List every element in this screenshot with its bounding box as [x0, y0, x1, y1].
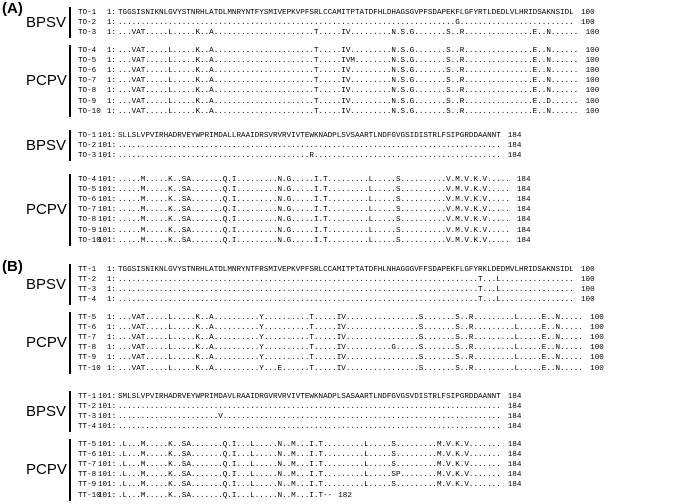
sequence-end-position: 100	[585, 47, 600, 55]
sequence-end-position: 184	[516, 216, 531, 225]
group-label: BPSV	[26, 137, 67, 155]
sequence-name: TT-5	[78, 314, 97, 322]
sequence-start-position: 1:	[106, 266, 116, 274]
sequence-end-position: 184	[507, 403, 522, 412]
sequence-row	[78, 151, 678, 161]
sequence-start-position: 101:	[98, 226, 117, 235]
sequence-name: TT-6	[78, 324, 97, 333]
sequence-name: TO-8	[78, 87, 97, 96]
sequence-row	[78, 392, 678, 402]
sequence-name: TT-3	[78, 413, 97, 422]
sequence-residues: ....................................................................................	[118, 142, 501, 151]
sequence-residues: .L...M.....K..SA.......Q.I...L.....N..M...I.T.........L.....SP........M.V.K.V.......	[118, 471, 501, 480]
sequence-row	[78, 364, 678, 374]
sequence-start-position: 1:	[106, 286, 116, 295]
panel-label: (A)	[2, 0, 23, 17]
panel-label: (B)	[2, 258, 23, 275]
sequence-end-position: 100	[581, 296, 595, 305]
sequence-residues: SMLSLVPVIRHADRVEYWPRIMDAVLRAAIDRGVRVRVIVTEWKNADPLSASAARTLNDFGVGSVDISTRLFSIPGRDDAANNT	[118, 393, 501, 401]
sequence-row	[78, 323, 678, 333]
sequence-row	[78, 205, 678, 215]
group-bracket	[69, 391, 71, 432]
sequence-name: TO-6	[78, 196, 97, 205]
sequence-residues: ...VAT.....L.....K..A..........Y..........T.....IV................S.......S..R.........L.....E..N.....	[118, 314, 583, 322]
sequence-start-position: 1:	[106, 97, 116, 106]
sequence-start-position: 101:	[98, 186, 117, 195]
sequence-name: TT-5	[78, 441, 97, 449]
sequence-name: TT-4	[78, 423, 97, 432]
sequence-start-position: 101:	[98, 196, 117, 205]
sequence-end-position: 100	[585, 97, 600, 106]
sequence-name: TO-2	[78, 142, 97, 151]
sequence-start-position: 101:	[98, 216, 117, 225]
sequence-residues: ...VAT.....L.....K..A..........Y..........T.....IV..........G.....S.......S..R.........L.....E..N.....	[118, 344, 583, 353]
sequence-residues: .L...M.....K..SA.......Q.I...L.....N..M...I.T.........L.....S.........M.V.K.V.......	[118, 451, 501, 460]
sequence-name: TO-7	[78, 206, 97, 215]
sequence-residues: ...VAT.....L.....K..A......................T.....IV.........N.S.G.......S..R...............E..N......	[118, 107, 579, 116]
sequence-end-position: 184	[507, 471, 522, 480]
sequence-end-position: 100	[585, 87, 600, 96]
sequence-end-position: 100	[590, 324, 604, 333]
sequence-row	[78, 491, 678, 501]
group-bracket	[69, 312, 71, 374]
sequence-end-position: 100	[585, 77, 600, 86]
sequence-start-position: 101:	[98, 451, 117, 460]
sequence-residues: .....M.....K..SA.......Q.I.........N.G.....I.T.........L.....S..........V.M.V.K.V.....	[118, 226, 510, 235]
sequence-row	[78, 175, 678, 185]
sequence-row	[78, 97, 678, 107]
sequence-row	[78, 295, 678, 305]
sequence-start-position: 101:	[98, 441, 117, 449]
sequence-name: TO-1	[78, 132, 97, 140]
sequence-residues: .....M.....K..SA.......Q.I.........N.G.....I.T.........L.....S..........V.M.V.K.V.....	[118, 176, 510, 184]
sequence-start-position: 1:	[106, 87, 116, 96]
sequence-row	[78, 440, 678, 450]
sequence-residues: ...VAT.....L.....K..A......................T.....IV.........N.S.G.......S..R...............E..N......	[118, 77, 579, 86]
sequence-residues: ...VAT.....L.....K..A..........Y..........T.....IV................S.......S..R.........L.....E..N.....	[118, 324, 583, 333]
sequence-start-position: 101:	[98, 142, 117, 151]
sequence-residues: ....................................................................................	[118, 403, 501, 412]
sequence-start-position: 1:	[106, 364, 116, 373]
sequence-residues: .L...M.....K..SA.......Q.I...L.....N..M...I.T--	[118, 491, 333, 500]
sequence-end-position: 100	[590, 344, 604, 353]
sequence-row	[78, 343, 678, 353]
sequence-name: TT-8	[78, 471, 97, 480]
sequence-residues: .....M.....K..SA.......Q.I.........N.G.....I.T.........L.....S..........V.M.V.K.V.....	[118, 196, 510, 205]
sequence-residues: ...VAT.....L.....K..A......................T.....IV.........N.S.G.......S..R...............E..D......	[118, 97, 579, 106]
sequence-name: TO-2	[78, 19, 97, 28]
sequence-start-position: 101:	[98, 132, 117, 140]
sequence-end-position: 184	[507, 152, 522, 161]
sequence-row	[78, 422, 678, 432]
sequence-end-position: 184	[507, 423, 522, 432]
sequence-name: TO-4	[78, 176, 97, 184]
sequence-name: TO-4	[78, 47, 97, 55]
sequence-start-position: 101:	[98, 461, 117, 470]
group-bracket	[69, 45, 71, 117]
sequence-name: TO-10	[78, 107, 101, 116]
sequence-name: TO-3	[78, 152, 97, 161]
sequence-residues: .L...M.....K..SA.......Q.I...L.....N..M...I.T.........L.....S.........M.V.K.V.......	[118, 481, 501, 490]
sequence-name: TO-5	[78, 186, 97, 195]
sequence-start-position: 1:	[106, 314, 116, 322]
sequence-start-position: 1:	[106, 67, 116, 76]
sequence-name: TO-3	[78, 29, 97, 38]
sequence-start-position: 101:	[98, 413, 117, 422]
sequence-end-position: 100	[581, 286, 595, 295]
sequence-end-position: 100	[581, 276, 595, 285]
sequence-row	[78, 195, 678, 205]
sequence-row	[78, 353, 678, 363]
sequence-residues: ......................V.............................................................	[118, 413, 501, 422]
sequence-name: TO-7	[78, 77, 97, 86]
sequence-name: TT-2	[78, 276, 97, 285]
sequence-name: TO-1	[78, 9, 97, 17]
sequence-residues: ..........................................R.........................................	[118, 152, 501, 161]
group-label: PCPV	[26, 461, 67, 479]
sequence-end-position: 184	[516, 186, 531, 195]
sequence-name: TO-5	[78, 57, 97, 66]
sequence-end-position: 184	[516, 226, 531, 235]
sequence-row	[78, 313, 678, 323]
sequence-residues: ...VAT.....L.....K..A......................T.....IV.........N.S.G.......S..R...............E..N......	[118, 87, 579, 96]
sequence-residues: .....M.....K..SA.......Q.I.........N.G.....I.T.........L.....S..........V.M.V.K.V.....	[118, 206, 510, 215]
sequence-residues: ....................................................................................	[118, 423, 501, 432]
sequence-end-position: 100	[585, 57, 600, 66]
group-bracket	[69, 7, 71, 38]
sequence-residues: ...............................................................................T...L................	[118, 286, 574, 295]
sequence-end-position: 184	[507, 461, 522, 470]
sequence-row	[78, 236, 678, 246]
sequence-end-position: 184	[516, 206, 531, 215]
sequence-row	[78, 141, 678, 151]
sequence-name: TT-7	[78, 461, 97, 470]
sequence-row	[78, 333, 678, 343]
sequence-row	[78, 275, 678, 285]
sequence-end-position: 184	[516, 196, 531, 205]
sequence-end-position: 100	[585, 29, 600, 38]
group-label: PCPV	[26, 334, 67, 352]
sequence-start-position: 101:	[98, 491, 117, 500]
sequence-residues: .....M.....K..SA.......Q.I.........N.G.....I.T.........L.....S..........V.M.V.K.V.....	[118, 236, 510, 245]
sequence-start-position: 1:	[106, 296, 116, 305]
sequence-end-position: 184	[507, 413, 522, 422]
sequence-name: TT-8	[78, 344, 97, 353]
sequence-name: TO-8	[78, 216, 97, 225]
sequence-row	[78, 107, 678, 117]
sequence-residues: .L...M.....K..SA.......Q.I...L.....N..M...I.T.........L.....S.........M.V.K.V.......	[118, 441, 501, 449]
sequence-residues: .L...M.....K..SA.......Q.I...L.....N..M...I.T.........L.....S.........M.V.K.V.......	[118, 461, 501, 470]
sequence-row	[78, 480, 678, 490]
group-label: BPSV	[26, 276, 67, 294]
sequence-end-position: 184	[516, 176, 531, 184]
sequence-end-position: 100	[590, 314, 604, 322]
sequence-start-position: 1:	[106, 344, 116, 353]
sequence-start-position: 101:	[98, 403, 117, 412]
sequence-row	[78, 265, 678, 275]
sequence-residues: ...VAT.....L.....K..A..........Y..........T.....IV................S.......S..R.........L.....E..N.....	[118, 334, 583, 343]
sequence-start-position: 1:	[106, 276, 116, 285]
sequence-row	[78, 46, 678, 56]
sequence-residues: ...............................................................................T...L................	[118, 276, 574, 285]
sequence-end-position: 100	[585, 107, 600, 116]
sequence-row	[78, 28, 678, 38]
sequence-start-position: 1:	[106, 334, 116, 343]
group-bracket	[69, 174, 71, 246]
sequence-row	[78, 285, 678, 295]
group-bracket	[69, 264, 71, 305]
sequence-residues: ...VAT.....L.....K..A......................T.....IV.........N.S.G.......S..R...............E..N......	[118, 29, 579, 38]
sequence-start-position: 1:	[106, 19, 116, 28]
sequence-row	[78, 460, 678, 470]
sequence-start-position: 101:	[98, 206, 117, 215]
sequence-start-position: 1:	[106, 47, 116, 55]
sequence-row	[78, 76, 678, 86]
group-bracket	[69, 130, 71, 161]
sequence-row	[78, 215, 678, 225]
sequence-start-position: 1:	[106, 107, 116, 116]
sequence-row	[78, 66, 678, 76]
group-label: PCPV	[26, 201, 67, 219]
sequence-row	[78, 185, 678, 195]
sequence-start-position: 101:	[98, 176, 117, 184]
sequence-row	[78, 470, 678, 480]
group-label: BPSV	[26, 14, 67, 32]
sequence-start-position: 101:	[98, 481, 117, 490]
sequence-start-position: 101:	[98, 152, 117, 161]
sequence-residues: ...VAT.....L.....K..A......................T.....IV.........N.S.G.......S..R...............E..N......	[118, 47, 579, 55]
sequence-row	[78, 402, 678, 412]
sequence-name: TT-7	[78, 334, 97, 343]
sequence-name: TO-9	[78, 226, 97, 235]
sequence-start-position: 1:	[106, 9, 116, 17]
sequence-start-position: 1:	[106, 57, 116, 66]
sequence-residues: TGGSISNIKNLGVYSTNRHLATDLMNRYNTFYSMIVEPKVPFSRLCCAMITPTATDFHLDHAGSGVPFSDAPEKFLGFYRTLDEDLVLHRIDSAKNSIDL	[118, 9, 574, 17]
sequence-start-position: 1:	[106, 324, 116, 333]
sequence-end-position: 184	[507, 451, 522, 460]
sequence-start-position: 1:	[106, 77, 116, 86]
sequence-end-position: 184	[507, 441, 522, 449]
sequence-name: TT-1	[78, 266, 97, 274]
sequence-name: TT-9	[78, 354, 97, 363]
sequence-residues: ..........................................................................G.........................	[118, 19, 574, 28]
sequence-name: TO-9	[78, 97, 97, 106]
sequence-row	[78, 56, 678, 66]
sequence-end-position: 100	[581, 9, 595, 17]
group-bracket	[69, 439, 71, 501]
sequence-end-position: 100	[581, 266, 595, 274]
sequence-start-position: 101:	[98, 393, 117, 401]
sequence-residues: .....M.....K..SA.......Q.I.........N.G.....I.T.........L.....S..........V.M.V.K.V.....	[118, 186, 510, 195]
sequence-name: TO-6	[78, 67, 97, 76]
sequence-start-position: 101:	[98, 471, 117, 480]
sequence-name: TT-9	[78, 481, 97, 490]
sequence-row	[78, 412, 678, 422]
sequence-residues: .....M.....K..SA.......Q.I.........N.G.....I.T.........L.....S..........V.M.V.K.V.....	[118, 216, 510, 225]
sequence-row	[78, 86, 678, 96]
sequence-residues: SLLSLVPVIRHADRVEYWPRIMDALLRAAIDRSVRVRVIVTEWKNADPLSVSAARTLNDFGVGSIDISTRLFSIPGRDDAANNT	[118, 132, 501, 140]
sequence-residues: ...............................................................................T...L................	[118, 296, 574, 305]
group-label: PCPV	[26, 72, 67, 90]
sequence-name: TT-1	[78, 393, 97, 401]
sequence-end-position: 184	[507, 393, 522, 401]
sequence-end-position: 184	[516, 236, 531, 245]
sequence-start-position: 101:	[98, 236, 117, 245]
sequence-name: TT-4	[78, 296, 97, 305]
sequence-row	[78, 450, 678, 460]
sequence-end-position: 100	[590, 334, 604, 343]
sequence-name: TT-2	[78, 403, 97, 412]
sequence-residues: TGGSISNIKNLGVYSTNRHLATDLMNRYNTFRSMIVEPKVPFSRLCCAMITPTATDFHLNHAGGGVFFSDAPEKFLGFYRKLDEDMVLHRIDSAKNSIDL	[118, 266, 574, 274]
sequence-row	[78, 8, 678, 18]
sequence-end-position: 184	[507, 481, 522, 490]
sequence-end-position: 100	[590, 354, 604, 363]
sequence-name: TT-10	[78, 364, 101, 373]
sequence-residues: ...VAT.....L.....K..A......................T.....IV.........N.S.G.......S..R...............E..N......	[118, 67, 579, 76]
sequence-residues: ...VAT.....L.....K..A..........Y..........T.....IV................S.......S..R.........L.....E..N.....	[118, 354, 583, 363]
sequence-end-position: 100	[590, 364, 604, 373]
sequence-start-position: 1:	[106, 29, 116, 38]
sequence-end-position: 184	[507, 142, 522, 151]
sequence-start-position: 1:	[106, 354, 116, 363]
sequence-name: TT-10	[78, 491, 101, 500]
sequence-start-position: 101:	[98, 423, 117, 432]
sequence-name: TT-6	[78, 451, 97, 460]
sequence-end-position: 184	[507, 132, 522, 140]
sequence-row	[78, 226, 678, 236]
sequence-end-position: 182	[338, 491, 352, 500]
sequence-residues: ...VAT.....L.....K..A..........Y...E......T.....IV................S.......S..R.........L.....E..N.....	[118, 364, 583, 373]
sequence-end-position: 100	[585, 67, 600, 76]
sequence-row	[78, 131, 678, 141]
sequence-residues: ...VAT.....L.....K..A......................T.....IVM........N.S.G.......S..R...............E..N......	[118, 57, 579, 66]
sequence-row	[78, 18, 678, 28]
sequence-name: TT-3	[78, 286, 97, 295]
sequence-end-position: 100	[581, 19, 595, 28]
group-label: BPSV	[26, 403, 67, 421]
sequence-name: TO-10	[78, 236, 101, 245]
